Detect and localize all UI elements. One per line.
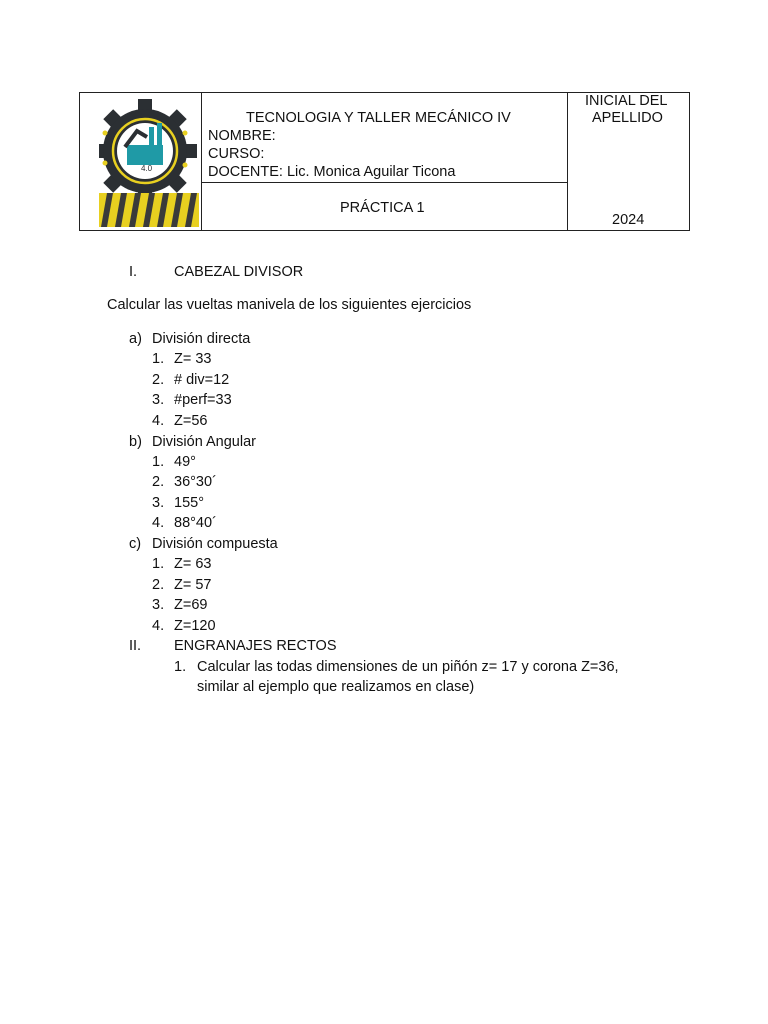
- list-item: 49°: [174, 454, 196, 470]
- institution-logo: [99, 93, 199, 227]
- curso-label: CURSO:: [208, 146, 265, 162]
- list-item-number: 4.: [152, 515, 165, 531]
- list-item-number: 3.: [152, 392, 165, 408]
- initial-label-line2: APELLIDO: [592, 110, 663, 126]
- section2-title: ENGRANAJES RECTOS: [174, 638, 337, 654]
- section2-item-line1: Calcular las todas dimensiones de un piñón z= 17 y corona Z=36,: [197, 659, 619, 675]
- group-b-marker: b): [129, 434, 142, 450]
- list-item: Z=120: [174, 618, 216, 634]
- list-item-number: 4.: [152, 618, 165, 634]
- initial-label-line1: INICIAL DEL: [585, 93, 668, 109]
- list-item: Z= 57: [174, 577, 212, 593]
- list-item: Z= 33: [174, 351, 212, 367]
- list-item: 36°30´: [174, 474, 217, 490]
- list-item-number: 3.: [152, 495, 165, 511]
- list-item-number: 2.: [152, 577, 165, 593]
- section2-numeral: II.: [129, 638, 142, 654]
- group-c-marker: c): [129, 536, 142, 552]
- list-item-number: 1.: [152, 351, 165, 367]
- course-title: TECNOLOGIA Y TALLER MECÁNICO IV: [246, 110, 511, 126]
- list-item: Z=56: [174, 413, 208, 429]
- list-item-number: 1.: [174, 659, 187, 675]
- group-b-title: División Angular: [152, 434, 256, 450]
- section1-title: CABEZAL DIVISOR: [174, 264, 304, 280]
- list-item-number: 1.: [152, 556, 165, 572]
- group-c-title: División compuesta: [152, 536, 278, 552]
- list-item: # div=12: [174, 372, 230, 388]
- section1-numeral: I.: [129, 264, 138, 280]
- section2-item-line2: similar al ejemplo que realizamos en clase): [197, 679, 475, 695]
- list-item: Z=69: [174, 597, 208, 613]
- list-item: Z= 63: [174, 556, 212, 572]
- practice-label: PRÁCTICA 1: [340, 200, 425, 216]
- list-item: 155°: [174, 495, 204, 511]
- docente-label: DOCENTE: Lic. Monica Aguilar Ticona: [208, 164, 456, 180]
- group-a-title: División directa: [152, 331, 251, 347]
- group-a-marker: a): [129, 331, 142, 347]
- nombre-label: NOMBRE:: [208, 128, 276, 144]
- year-label: 2024: [612, 212, 645, 228]
- list-item-number: 2.: [152, 474, 165, 490]
- list-item-number: 1.: [152, 454, 165, 470]
- list-item-number: 4.: [152, 413, 165, 429]
- gear-icon: [99, 99, 197, 203]
- section1-instruction: Calcular las vueltas manivela de los siguientes ejercicios: [107, 297, 472, 313]
- list-item: #perf=33: [174, 392, 232, 408]
- logo-text: 4.0: [141, 164, 153, 173]
- list-item: 88°40´: [174, 515, 217, 531]
- list-item-number: 2.: [152, 372, 165, 388]
- list-item-number: 3.: [152, 597, 165, 613]
